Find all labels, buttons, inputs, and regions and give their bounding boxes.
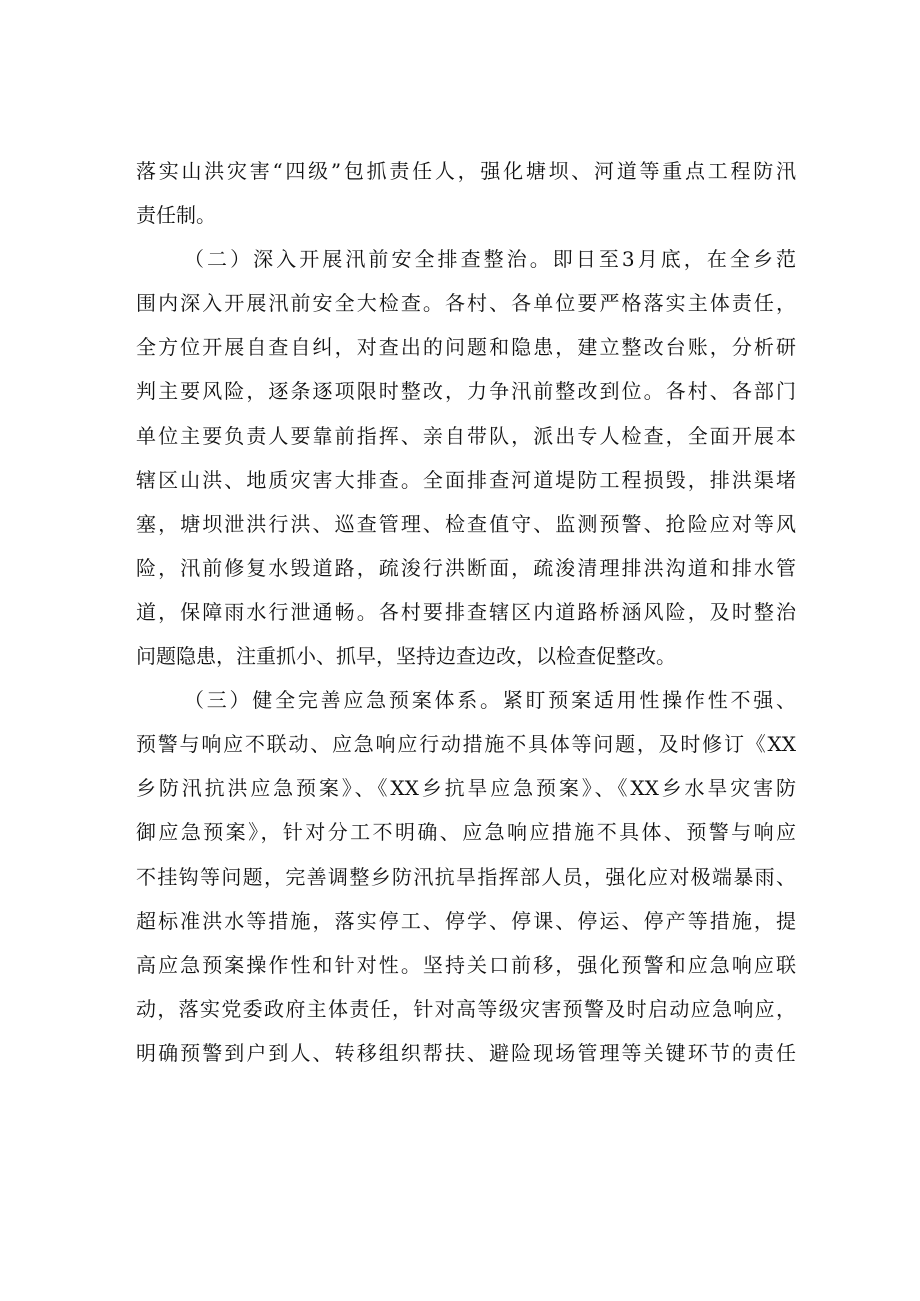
text-line: 判主要风险，逐条逐项限时整改，力争汛前整改到位。各村、各部门 — [136, 379, 796, 404]
text-line: 明确预警到户到人、转移组织帮扶、避险现场管理等关键环节的责任 — [136, 1040, 796, 1065]
text-line: 超标准洪水等措施，落实停工、停学、停课、停运、停产等措施，提 — [136, 908, 796, 933]
text-line: 预警与响应不联动、应急响应行动措施不具体等问题，及时修订《XX — [136, 732, 796, 757]
text-line: 御应急预案》，针对分工不明确、应急响应措施不具体、预警与响应 — [136, 820, 796, 845]
text-line: 围内深入开展汛前安全大检查。各村、各单位要严格落实主体责任， — [136, 291, 796, 316]
paragraph-heading-line: （二）深入开展汛前安全排查整治。即日至3月底，在全乡范 — [184, 247, 796, 272]
text-line: 辖区山洪、地质灾害大排查。全面排查河道堤防工程损毁，排洪渠堵 — [136, 467, 796, 492]
paragraph-heading-line: （三）健全完善应急预案体系。紧盯预案适用性操作性不强、 — [184, 688, 796, 713]
text-line: 高应急预案操作性和针对性。坚持关口前移，强化预警和应急响应联 — [136, 952, 796, 977]
text-line: 塞，塘坝泄洪行洪、巡查管理、检查值守、监测预警、抢险应对等风 — [136, 511, 796, 536]
text-line: 责任制。 — [136, 203, 216, 228]
text-line: 动，落实党委政府主体责任，针对高等级灾害预警及时启动应急响应， — [136, 996, 796, 1021]
text-line: 不挂钩等问题，完善调整乡防汛抗旱指挥部人员，强化应对极端暴雨、 — [136, 864, 796, 889]
text-line: 全方位开展自查自纠，对查出的问题和隐患，建立整改台账，分析研 — [136, 335, 796, 360]
text-line: 道，保障雨水行泄通畅。各村要排查辖区内道路桥涵风险，及时整治 — [136, 599, 796, 624]
text-line: 问题隐患，注重抓小、抓早，坚持边查边改，以检查促整改。 — [136, 644, 676, 669]
text-line: 单位主要负责人要靠前指挥、亲自带队，派出专人检查，全面开展本 — [136, 423, 796, 448]
text-line: 险，汛前修复水毁道路，疏浚行洪断面，疏浚清理排洪沟道和排水管 — [136, 555, 796, 580]
body-text — [136, 149, 796, 1075]
text-line: 落实山洪灾害“四级”包抓责任人，强化塘坝、河道等重点工程防汛 — [136, 159, 796, 183]
text-line: 乡防汛抗洪应急预案》、《XX乡抗旱应急预案》、《XX乡水旱灾害防 — [136, 776, 796, 801]
